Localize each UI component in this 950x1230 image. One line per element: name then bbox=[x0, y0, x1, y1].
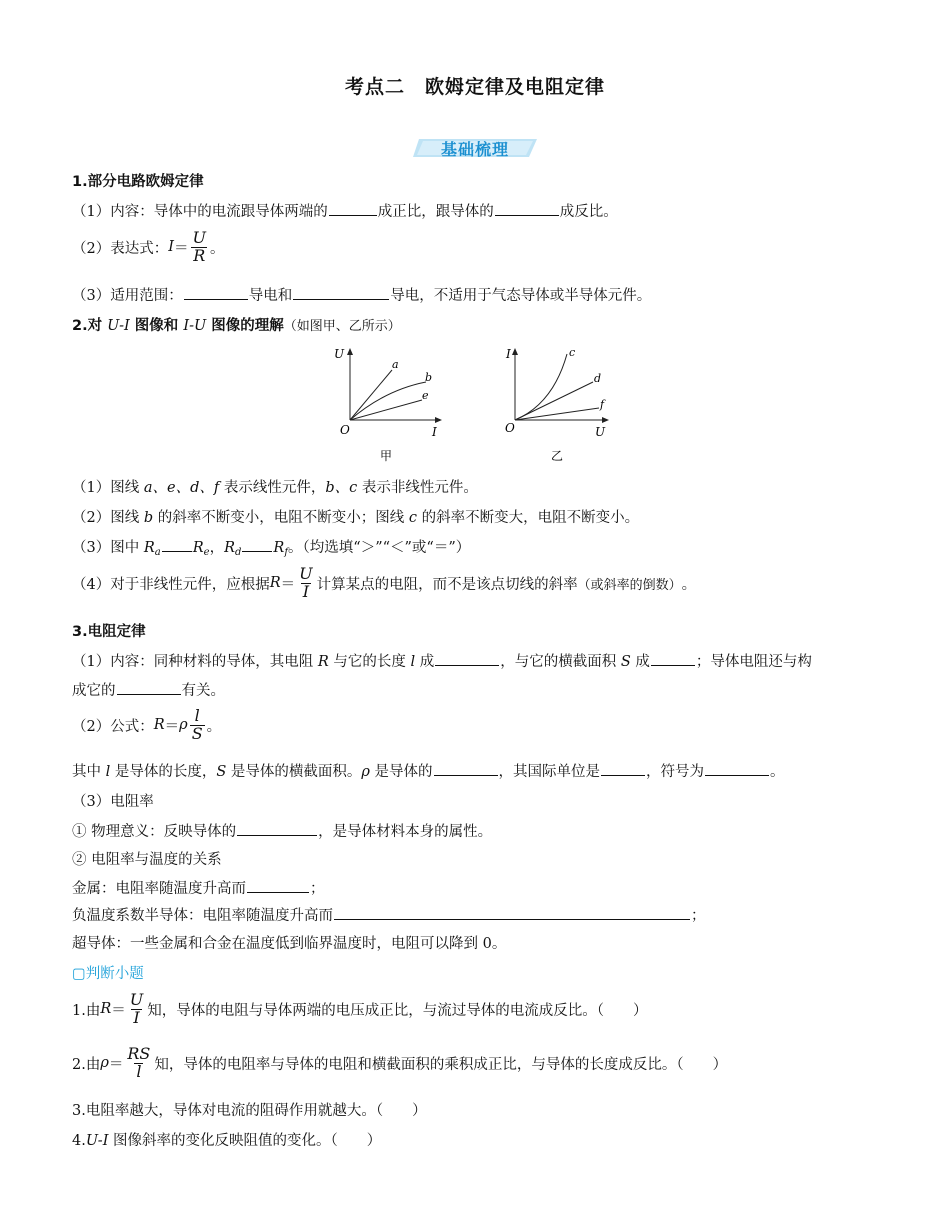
fraction-u-over-i: $\frac{U}{I}$ bbox=[299, 564, 313, 601]
fraction-rs-over-l: $\frac{RS}{l}$ bbox=[127, 1044, 151, 1081]
fraction-u-over-r: $\frac{U}{R}$ bbox=[192, 228, 206, 265]
line-e bbox=[350, 400, 422, 420]
label-f: f bbox=[600, 398, 605, 411]
section-1-heading: 1.部分电路欧姆定律 bbox=[72, 174, 204, 190]
judge-q4: 4.U-I 图像斜率的变化反映阻值的变化。（ ） bbox=[72, 1133, 382, 1149]
blank bbox=[247, 891, 309, 893]
s2-line-1: （1）图线 a、e、d、f 表示线性元件，b、c 表示非线性元件。 bbox=[72, 480, 478, 496]
blank bbox=[651, 664, 695, 666]
blank bbox=[162, 550, 192, 552]
blank bbox=[334, 918, 690, 920]
origin-label: O bbox=[505, 421, 515, 435]
s3-resistivity-temp: ② 电阻率与温度的关系 bbox=[72, 852, 222, 868]
label-a: a bbox=[392, 358, 399, 371]
blank bbox=[329, 214, 377, 216]
caption-jia: 甲 bbox=[380, 449, 393, 463]
axis-label-y: I bbox=[506, 347, 511, 361]
s3-formula: （2）公式： R ＝ ρ $\frac{l}{S}$ 。 bbox=[72, 706, 222, 743]
judge-q1: 1.由 R ＝ $\frac{U}{I}$ 知，导体的电阻与导体两端的电压成正比，与流过导体的电流成反比。（ ） bbox=[72, 990, 648, 1027]
section-2-heading: 2.对 U-I 图像和 I-U 图像的理解（如图甲、乙所示） bbox=[72, 318, 401, 334]
label-c: c bbox=[569, 346, 576, 359]
fraction-u-over-i: $\frac{U}{I}$ bbox=[129, 990, 144, 1027]
judge-heading: ▢判断小题 bbox=[72, 966, 144, 982]
label-e: e bbox=[422, 389, 429, 402]
origin-label: O bbox=[340, 423, 350, 437]
section-banner bbox=[413, 136, 537, 160]
s2-line-2: （2）图线 b 的斜率不断变小，电阻不断变小；图线 c 的斜率不断变大，电阻不断变小。 bbox=[72, 510, 640, 526]
s3-line-2: 成它的 有关。 bbox=[72, 683, 225, 699]
banner-text: 基础梳理 bbox=[440, 140, 509, 159]
s3-metal-line: 金属：电阻率随温度升高而 ； bbox=[72, 881, 325, 897]
blank bbox=[184, 298, 248, 300]
curve-c bbox=[515, 354, 567, 420]
axis-label-x: I bbox=[432, 425, 437, 439]
blank bbox=[293, 298, 389, 300]
s1-line-2: （2）表达式： I ＝ $\frac{U}{R}$ 。 bbox=[72, 228, 225, 265]
blank bbox=[434, 774, 498, 776]
blank bbox=[601, 774, 645, 776]
judge-q3: 3.电阻率越大，导体对电流的阻碍作用就越大。（ ） bbox=[72, 1103, 427, 1119]
s2-line-3: （3）图中 $R_a$ $R_e$，$R_d$ $R_f$。（均选填“＞”“＜”或“＝”） bbox=[72, 540, 471, 558]
label-d: d bbox=[594, 372, 602, 385]
s3-where-line: 其中 l 是导体的长度，S 是导体的横截面积。ρ 是导体的 ，其国际单位是 ，符号为 。 bbox=[72, 764, 785, 780]
label-b: b bbox=[425, 371, 433, 384]
blank bbox=[435, 664, 499, 666]
section-3-heading: 3.电阻定律 bbox=[72, 624, 146, 640]
blank bbox=[705, 774, 769, 776]
s3-superconductor-line: 超导体：一些金属和合金在温度低到临界温度时，电阻可以降到 0。 bbox=[72, 936, 507, 952]
s3-resistivity-heading: （3）电阻率 bbox=[72, 794, 154, 810]
axis-label-x: U bbox=[595, 425, 606, 439]
s1-line-1: （1）内容：导体中的电流跟导体两端的 成正比，跟导体的 成反比。 bbox=[72, 204, 618, 220]
axis-label-y: U bbox=[334, 347, 345, 361]
judge-q2: 2.由 ρ ＝ $\frac{RS}{l}$ 知，导体的电阻率与导体的电阻和横截面积的乘积成正比，与导体的长度成反比。（ ） bbox=[72, 1044, 728, 1081]
s3-resistivity-meaning: ① 物理意义：反映导体的 ，是导体材料本身的属性。 bbox=[72, 824, 493, 840]
fraction-l-over-s: $\frac{l}{S}$ bbox=[191, 706, 203, 743]
blank bbox=[237, 834, 317, 836]
s3-semiconductor-line: 负温度系数半导体：电阻率随温度升高而 ； bbox=[72, 908, 706, 924]
figure-yi bbox=[495, 342, 625, 464]
figure-jia bbox=[330, 342, 450, 464]
s2-line-4: （4）对于非线性元件，应根据 R ＝ $\frac{U}{I}$ 计算某点的电阻，而不是该点切线的斜率 （或斜率的倒数） 。 bbox=[72, 564, 697, 601]
line-a bbox=[350, 370, 392, 420]
blank bbox=[117, 693, 181, 695]
curve-b bbox=[350, 382, 426, 420]
caption-yi: 乙 bbox=[551, 449, 564, 463]
page-title: 考点二 欧姆定律及电阻定律 bbox=[344, 76, 605, 98]
blank bbox=[495, 214, 559, 216]
s1-line-3: （3）适用范围： 导电和 导电，不适用于气态导体或半导体元件。 bbox=[72, 288, 652, 304]
s3-line-1: （1）内容：同种材料的导体，其电阻 R 与它的长度 l 成 ，与它的横截面积 S 成 ；导体电阻还与构 bbox=[72, 654, 812, 670]
blank bbox=[242, 550, 272, 552]
